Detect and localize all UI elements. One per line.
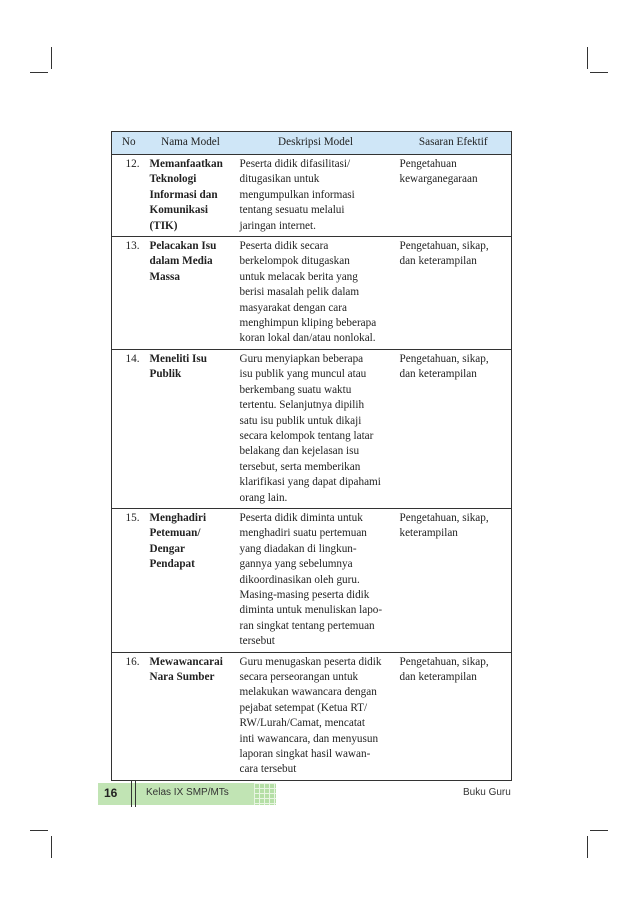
model-name: Menghadiri Petemuan/ Dengar Pendapat xyxy=(146,508,236,652)
table-row xyxy=(112,155,512,237)
table-header-row xyxy=(112,132,512,155)
model-name: Pelacakan Isu dalam Media Massa xyxy=(146,237,236,350)
model-name: Memanfaatkan Teknologi Informasi dan Komunikasi (TIK) xyxy=(146,155,236,237)
model-description: Peserta didik secara berkelompok ditugaskan untuk melacak berita yang berisi masalah pelik dalam masyarakat dengan cara menghimpun kliping beberapa koran lokal dan/atau nonlokal. xyxy=(236,237,396,350)
class-label: Kelas IX SMP/MTs xyxy=(146,787,229,798)
book-label: Buku Guru xyxy=(463,787,511,798)
model-name: Mewawancarai Nara Sumber xyxy=(146,652,236,780)
model-description: Guru menyiapkan beberapa isu publik yang muncul atau berkembang suatu waktu tertentu. Selanjutnya dipilih satu isu publik untuk dikaji secara kelompok tentang latar belakang dan kejelasan isu tersebut, serta memberikan klarifikasi yang dapat dipahami orang lain. xyxy=(236,349,396,508)
row-number: 16. xyxy=(112,652,146,780)
model-target: Pengetahuan, sikap, dan keterampilan xyxy=(396,652,512,780)
model-target: Pengetahuan, sikap, keterampilan xyxy=(396,508,512,652)
crop-mark xyxy=(30,72,48,73)
row-number: 14. xyxy=(112,349,146,508)
crop-mark xyxy=(587,836,588,858)
header-name: Nama Model xyxy=(146,132,236,155)
learning-models-table xyxy=(111,131,512,781)
footer-grid-decoration xyxy=(254,783,276,805)
table-row xyxy=(112,349,512,508)
model-target: Pengetahuan, sikap, dan keterampilan xyxy=(396,349,512,508)
row-number: 15. xyxy=(112,508,146,652)
crop-mark xyxy=(587,47,588,69)
model-name: Meneliti Isu Publik xyxy=(146,349,236,508)
model-description: Peserta didik diminta untuk menghadiri suatu pertemuan yang diadakan di lingkun- gannya yang sebelumnya dikoordinasikan oleh guru. Masing-masing peserta didik diminta untuk menuliskan lapo- ran singkat tentang pertemuan tersebut xyxy=(236,508,396,652)
model-description: Peserta didik difasilitasi/ ditugasikan untuk mengumpulkan informasi tentang sesuatu melalui jaringan internet. xyxy=(236,155,396,237)
row-number: 12. xyxy=(112,155,146,237)
crop-mark xyxy=(30,830,48,831)
header-target: Sasaran Efektif xyxy=(396,132,512,155)
crop-mark xyxy=(51,836,52,858)
table-row xyxy=(112,508,512,652)
crop-mark xyxy=(590,72,608,73)
footer-divider xyxy=(131,781,136,807)
model-description: Guru menugaskan peserta didik secara perseorangan untuk melakukan wawancara dengan pejabat setempat (Ketua RT/ RW/Lurah/Camat, mencatat inti wawancara, dan menyusun laporan singkat hasil wawan- cara tersebut xyxy=(236,652,396,780)
table-row xyxy=(112,652,512,780)
table-row xyxy=(112,237,512,350)
crop-mark xyxy=(590,830,608,831)
header-no: No xyxy=(112,132,146,155)
row-number: 13. xyxy=(112,237,146,350)
page-number: 16 xyxy=(104,786,118,800)
header-description: Deskripsi Model xyxy=(236,132,396,155)
crop-mark xyxy=(51,47,52,69)
model-target: Pengetahuan kewarganegaraan xyxy=(396,155,512,237)
model-target: Pengetahuan, sikap, dan keterampilan xyxy=(396,237,512,350)
